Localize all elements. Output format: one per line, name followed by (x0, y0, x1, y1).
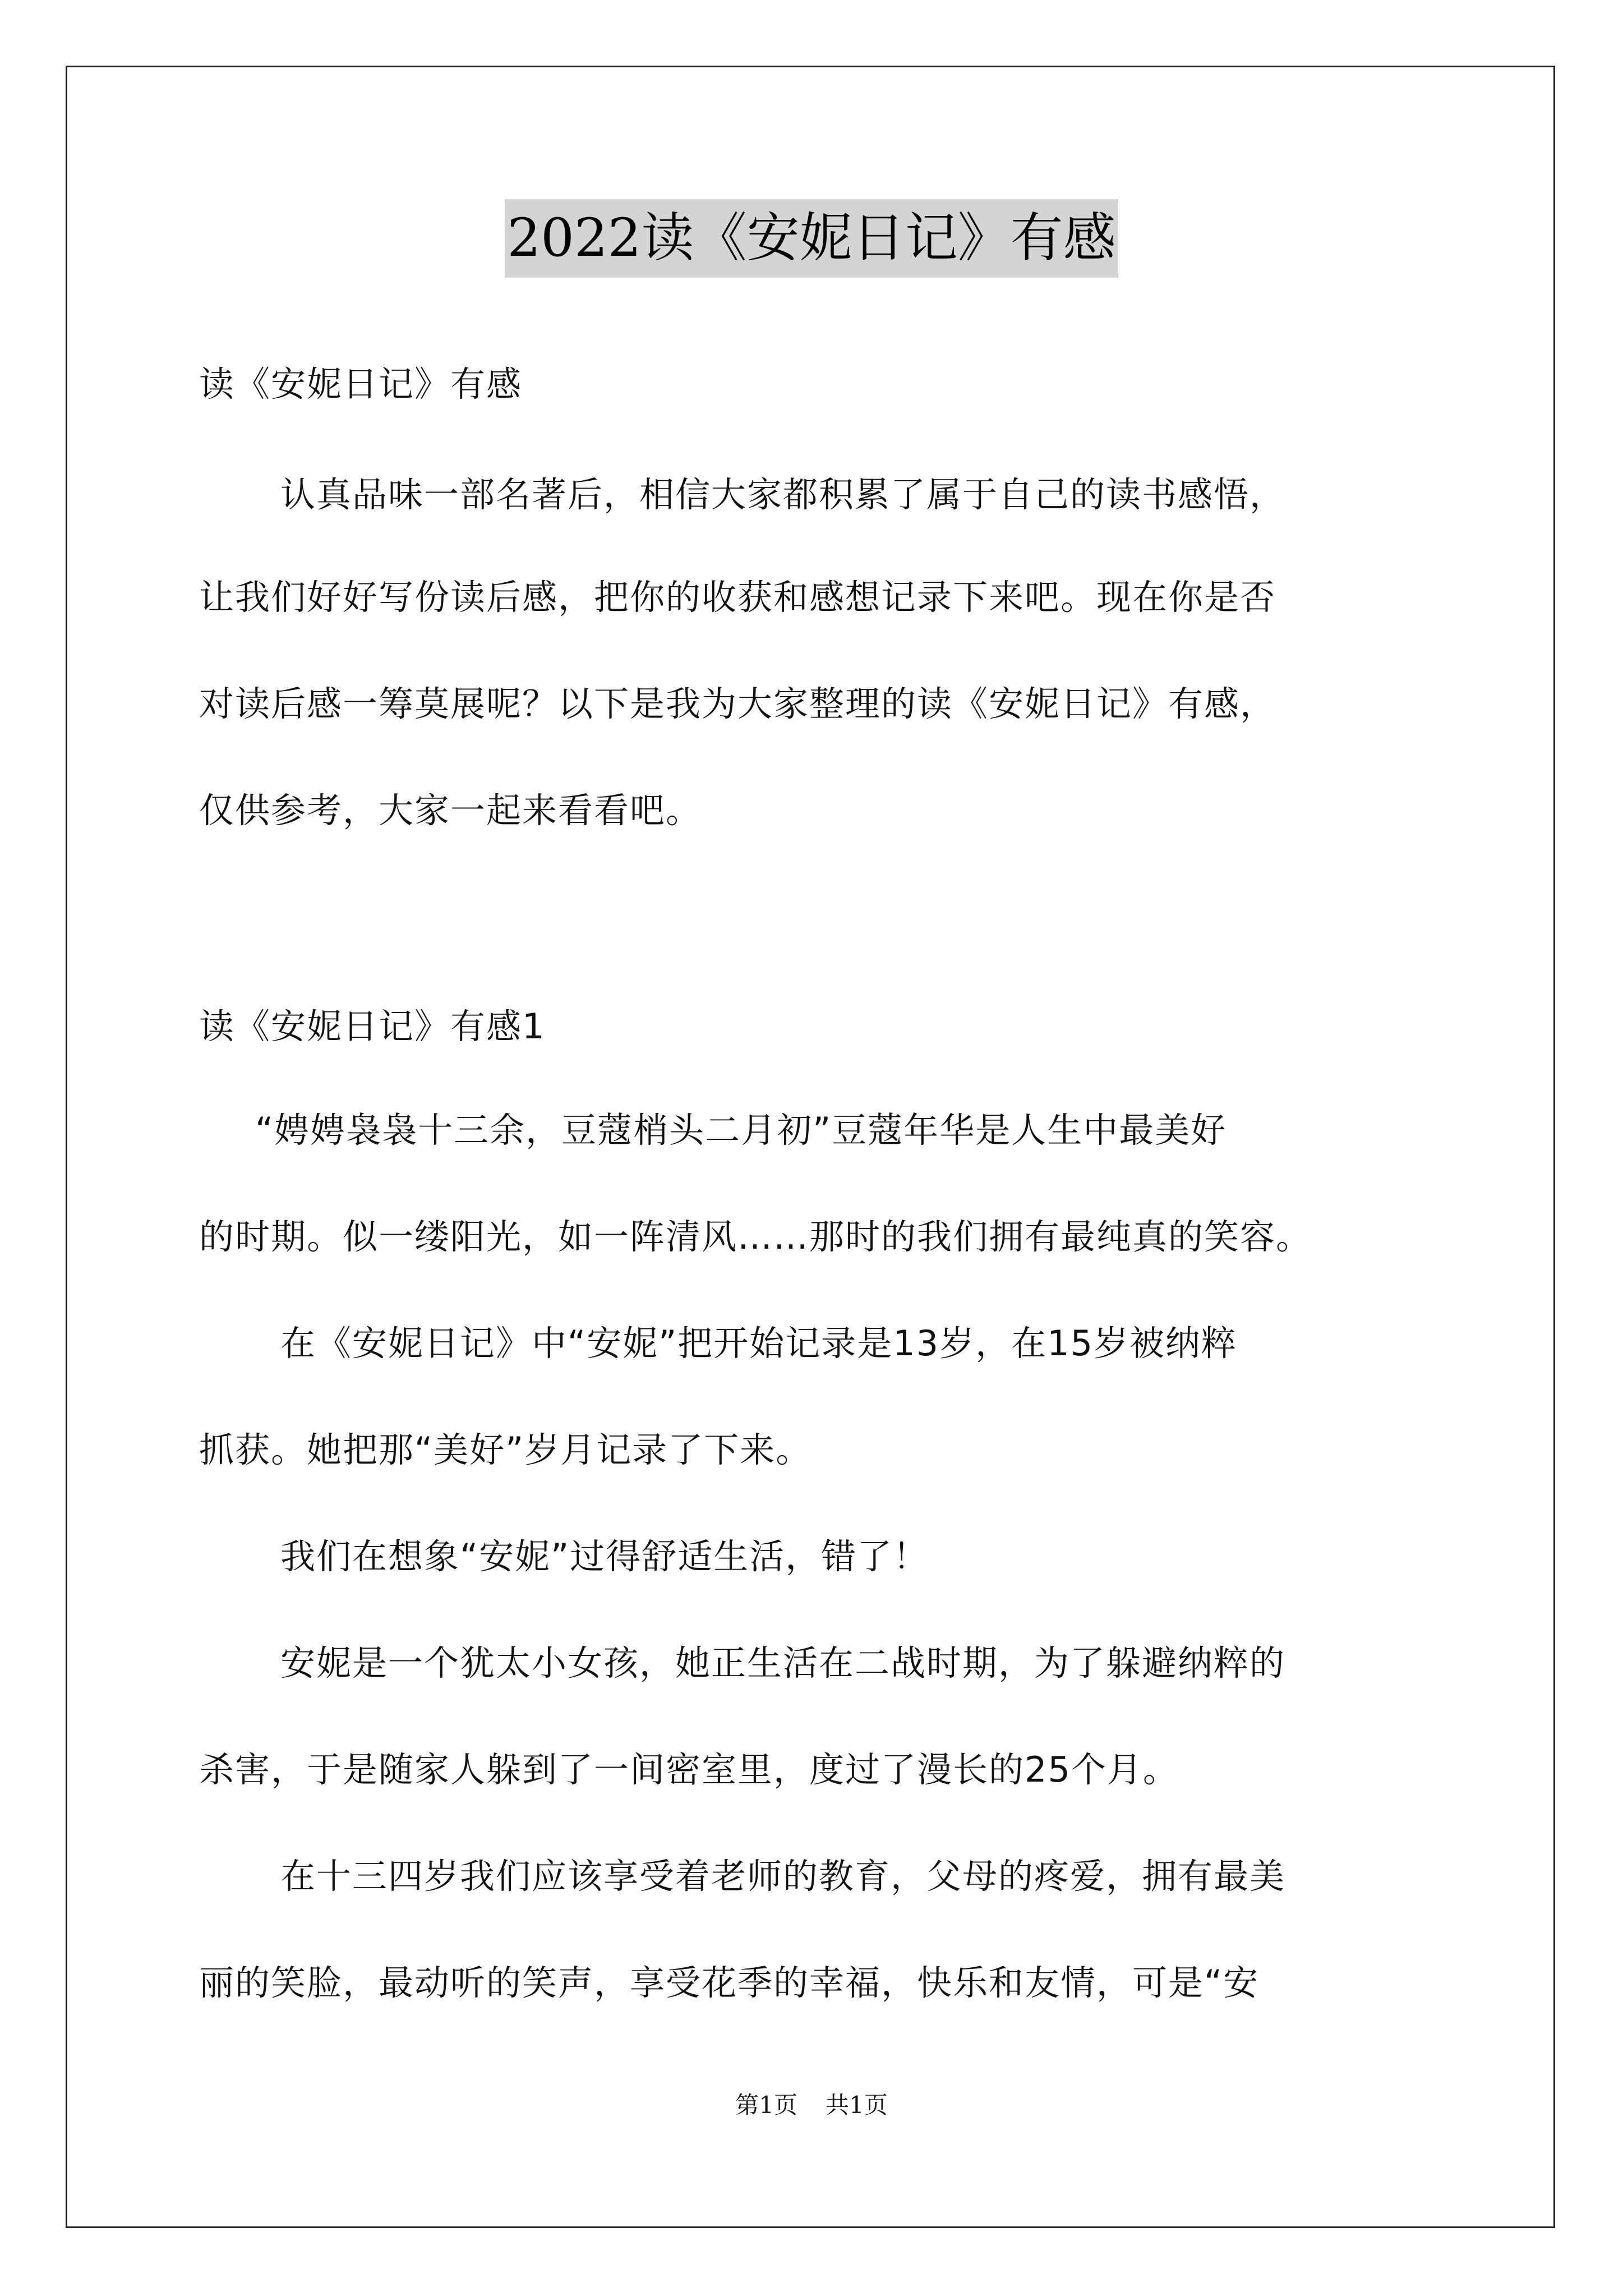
intro-line: 让我们好好写份读后感，把你的收获和感想记录下来吧。现在你是否 (199, 577, 1276, 618)
intro-line: 仅供参考，大家一起来看看吧。 (199, 790, 702, 831)
body-line: 杀害，于是随家人躲到了一间密室里，度过了漫长的25个月。 (199, 1749, 1179, 1790)
page-footer (0, 2087, 1623, 2120)
body-line: 抓获。她把那“美好”岁月记录了下来。 (199, 1429, 812, 1470)
body-line: 我们在想象“安妮”过得舒适生活，错了！ (280, 1536, 929, 1577)
body-line: 在十三四岁我们应该享受着老师的教育，父母的疼爱，拥有最美 (280, 1856, 1286, 1897)
body-line: 的时期。似一缕阳光，如一阵清风……那时的我们拥有最纯真的笑容。 (199, 1216, 1312, 1257)
intro-line: 认真品味一部名著后，相信大家都积累了属于自己的读书感悟， (280, 474, 1286, 515)
section-heading: 读《安妮日记》有感1 (199, 1006, 546, 1047)
body-line: “娉娉袅袅十三余，豆蔻梢头二月初”豆蔻年华是人生中最美好 (255, 1110, 1227, 1151)
title-container (0, 199, 1623, 278)
intro-line: 对读后感一筹莫展呢？以下是我为大家整理的读《安妮日记》有感， (199, 683, 1276, 724)
subtitle: 读《安妮日记》有感 (199, 364, 523, 404)
body-line: 丽的笑脸，最动听的笑声，享受花季的幸福，快乐和友情，可是“安 (199, 1962, 1260, 2003)
body-line: 在《安妮日记》中“安妮”把开始记录是13岁，在15岁被纳粹 (280, 1323, 1238, 1364)
page-total: 共1页 (826, 2091, 888, 2119)
document-title: 2022读《安妮日记》有感 (505, 199, 1118, 278)
body-line: 安妮是一个犹太小女孩，她正生活在二战时期，为了躲避纳粹的 (280, 1642, 1286, 1683)
page-number: 第1页 (735, 2091, 797, 2119)
